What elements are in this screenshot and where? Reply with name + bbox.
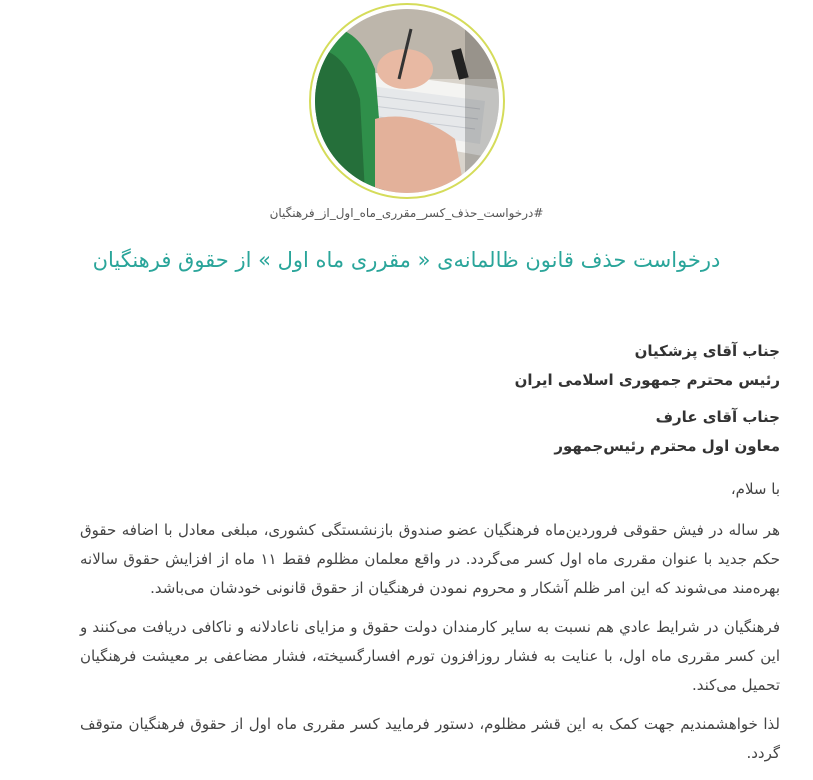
recipient-block (80, 403, 780, 461)
body-paragraph: فرهنگیان در شرایط عادي هم نسبت به سایر کارمندان دولت حقوق و مزایای ناعادلانه و ناکافی دریافت می‌کنند و این کسر مقرری ماه اول، با عنایت به فشار روزافزون تورم افسارگسیخته، فشار مضاعفی بر معیشت فرهنگیان تحمیل می‌کند. (80, 618, 780, 694)
petition-title: درخواست حذف قانون ظالمانه‌ی « مقرری ماه اول » از حقوق فرهنگیان (92, 248, 721, 272)
recipient-position: رئیس محترم جمهوری اسلامی ایران (514, 371, 780, 389)
recipient-name: جناب آقای پزشکیان (634, 342, 780, 360)
body-paragraph: هر ساله در فیش حقوقی فروردین‌ماه فرهنگیان عضو صندوق بازنشستگی کشوری، مبلغی معادل با اضافه حقوق حکم جدید با عنوان مقرری ماه اول کسر می‌گردد. در واقع معلمان مظلوم فقط ۱۱ ماه از افزایش حقوق سالانه بهره‌مند می‌شوند که این امر ظلم آشکار و محروم نمودن فرهنگیان از حقوق قانونی خودشان می‌باشد. (80, 521, 781, 597)
recipient-name: جناب آقای عارف (655, 408, 780, 426)
petition-photo-writing-hand (315, 9, 499, 193)
body-paragraph: لذا خواهشمندیم جهت کمک به این قشر مظلوم، دستور فرمایید کسر مقرری ماه اول از حقوق فرهنگیان متوقف گردد. (80, 715, 780, 762)
greeting: با سلام، (730, 480, 780, 498)
petition-hashtag[interactable]: #درخواست_حذف_کسر_مقرری_ماه_اول_از_فرهنگیان (269, 206, 544, 220)
recipient-position: معاون اول محترم رئیس‌جمهور (554, 437, 780, 455)
petition-body (80, 337, 780, 778)
recipient-block (80, 337, 780, 395)
petition-image-frame (309, 3, 505, 199)
